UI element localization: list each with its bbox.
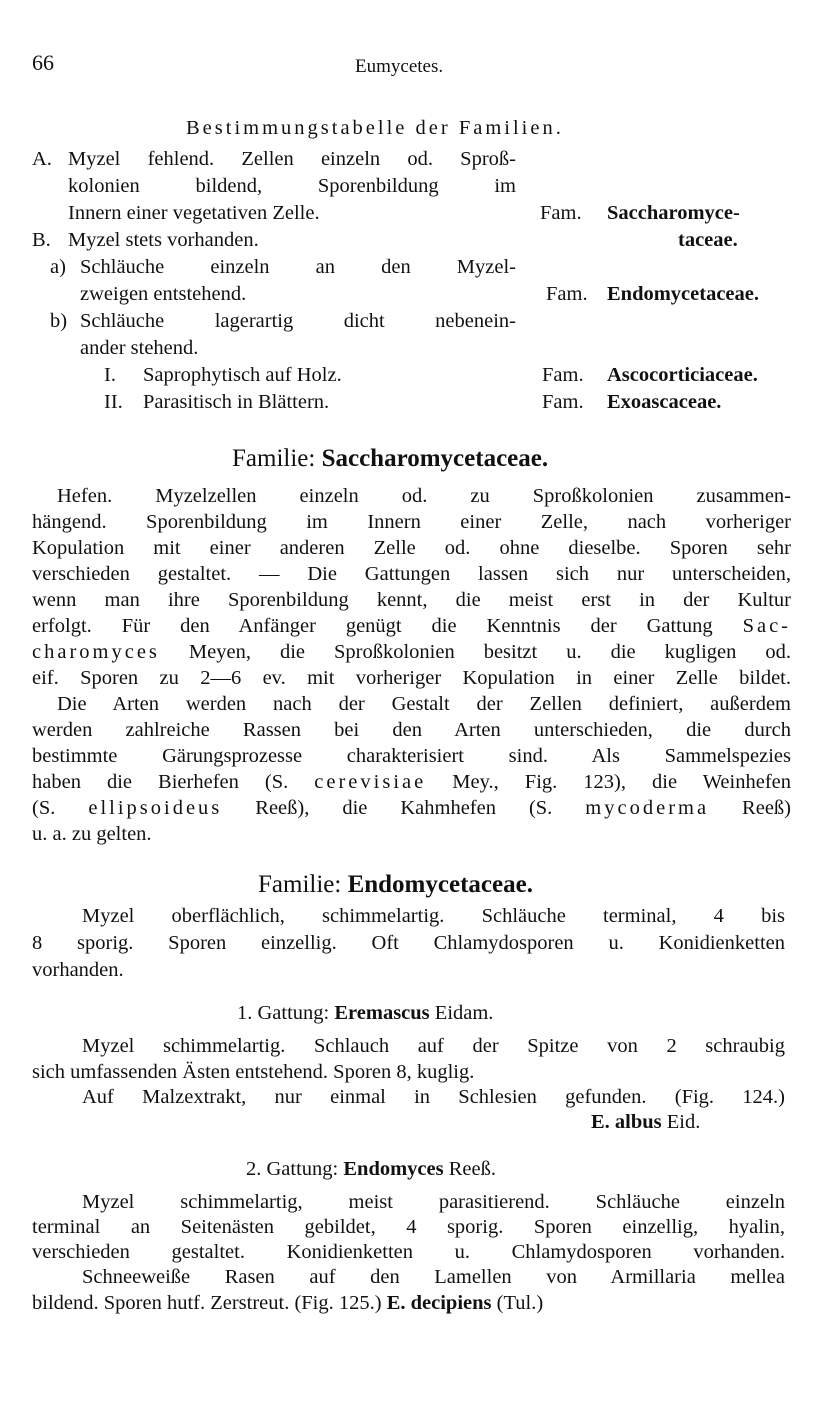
genus-1-title: 1. Gattung: Eremascus Eidam. xyxy=(237,1002,494,1024)
sacch-line-13: (S. ellipsoideus Reeß), die Kahmhefen (S. mycoderma Reeß) xyxy=(32,797,791,819)
key-i-family-prefix: Fam. xyxy=(542,364,584,386)
genus-2-line-5: bildend. Sporen hutf. Zerstreut. (Fig. 125.) E. decipiens (Tul.) xyxy=(32,1292,544,1314)
key-label-i: I. xyxy=(104,364,116,386)
genus-2-title: 2. Gattung: Endomyces Reeß. xyxy=(246,1158,496,1180)
genus-1-line-2: sich umfassenden Ästen entstehend. Sporen 8, kuglig. xyxy=(32,1061,475,1083)
key-ii-family-prefix: Fam. xyxy=(542,391,584,413)
sacch-line-7: charomyces Meyen, die Sproßkolonien besitzt u. die kugligen od. xyxy=(32,641,792,663)
genus-2-line-2: terminal an Seitenästen gebildet, 4 sporig. Sporen einzellig, hyalin, xyxy=(32,1216,785,1238)
sacch-line-9: Die Arten werden nach der Gestalt der Zellen definiert, außerdem xyxy=(57,693,791,715)
section-heading-saccharomycetaceae: Familie: Saccharomycetaceae. xyxy=(232,445,549,472)
sacch-line-1: Hefen. Myzelzellen einzeln od. zu Sproßkolonien zusammen- xyxy=(57,485,791,507)
sacch-line-6: erfolgt. Für den Anfänger genügt die Kenntnis der Gattung Sac- xyxy=(32,615,792,637)
genus-2-line-4: Schneeweiße Rasen auf den Lamellen von Armillaria mellea xyxy=(82,1266,785,1288)
key-a-family-prefix: Fam. xyxy=(540,202,582,224)
key-a-family-name-cont: taceae. xyxy=(678,229,738,251)
key-a-line-2: kolonien bildend, Sporenbildung im xyxy=(68,175,516,197)
sacch-line-12: haben die Bierhefen (S. cerevisiae Mey., Fig. 123), die Weinhefen xyxy=(32,771,791,793)
key-label-a-upper: A. xyxy=(32,148,52,170)
key-a-lower-line-1: Schläuche einzeln an den Myzel- xyxy=(80,256,516,278)
sacch-line-2: hängend. Sporenbildung im Innern einer Zelle, nach vorheriger xyxy=(32,511,791,533)
sacch-line-5: wenn man ihre Sporenbildung kennt, die meist erst in der Kultur xyxy=(32,589,791,611)
key-label-a-lower: a) xyxy=(50,256,66,278)
page-number: 66 xyxy=(32,50,54,75)
sacch-line-14: u. a. zu gelten. xyxy=(32,823,152,845)
sacch-line-10: werden zahlreiche Rassen bei den Arten unterschieden, die durch xyxy=(32,719,791,741)
sacch-line-4: verschieden gestaltet. — Die Gattungen lassen sich nur unterscheiden, xyxy=(32,563,791,585)
sacch-line-3: Kopulation mit einer anderen Zelle od. ohne dieselbe. Sporen sehr xyxy=(32,537,791,559)
key-label-ii: II. xyxy=(104,391,123,413)
key-b-lower-line-2: ander stehend. xyxy=(80,337,199,359)
key-a-lower-line-2: zweigen entstehend. xyxy=(80,283,247,305)
sacch-line-8: eif. Sporen zu 2—6 ev. mit vorheriger Kopulation in einer Zelle bildet. xyxy=(32,667,791,689)
endo-line-1: Myzel oberflächlich, schimmelartig. Schläuche terminal, 4 bis xyxy=(82,905,785,927)
key-a-lower-family-name: Endomycetaceae. xyxy=(607,283,759,305)
key-a-family-name: Saccharomyce- xyxy=(607,202,740,224)
key-i-family-name: Ascocorticiaceae. xyxy=(607,364,758,386)
genus-2-line-1: Myzel schimmelartig, meist parasitierend. Schläuche einzeln xyxy=(82,1191,785,1213)
endo-line-2: 8 sporig. Sporen einzellig. Oft Chlamydosporen u. Konidienketten xyxy=(32,932,785,954)
key-ii-family-name: Exoascaceae. xyxy=(607,391,722,413)
key-ii-text: Parasitisch in Blättern. xyxy=(143,391,330,413)
key-label-b-upper: B. xyxy=(32,229,51,251)
section-heading-endomycetaceae: Familie: Endomycetaceae. xyxy=(258,871,533,898)
key-a-line-1: Myzel fehlend. Zellen einzeln od. Sproß- xyxy=(68,148,516,170)
sacch-line-11: bestimmte Gärungsprozesse charakterisiert sind. Als Sammelspezies xyxy=(32,745,791,767)
key-title: Bestimmungstabelle der Familien. xyxy=(186,117,564,139)
running-title: Eumycetes. xyxy=(355,56,444,77)
genus-1-species: E. albus Eid. xyxy=(591,1111,701,1133)
key-b-line-1: Myzel stets vorhanden. xyxy=(68,229,259,251)
genus-1-line-3: Auf Malzextrakt, nur einmal in Schlesien gefunden. (Fig. 124.) xyxy=(82,1086,785,1108)
endo-line-3: vorhanden. xyxy=(32,959,124,981)
key-i-text: Saprophytisch auf Holz. xyxy=(143,364,342,386)
key-a-line-3: Innern einer vegetativen Zelle. xyxy=(68,202,320,224)
genus-1-line-1: Myzel schimmelartig. Schlauch auf der Spitze von 2 schraubig xyxy=(82,1035,785,1057)
key-b-lower-line-1: Schläuche lagerartig dicht nebenein- xyxy=(80,310,516,332)
key-a-lower-family-prefix: Fam. xyxy=(546,283,588,305)
key-label-b-lower: b) xyxy=(50,310,68,332)
genus-2-line-3: verschieden gestaltet. Konidienketten u. Chlamydosporen vorhanden. xyxy=(32,1241,785,1263)
